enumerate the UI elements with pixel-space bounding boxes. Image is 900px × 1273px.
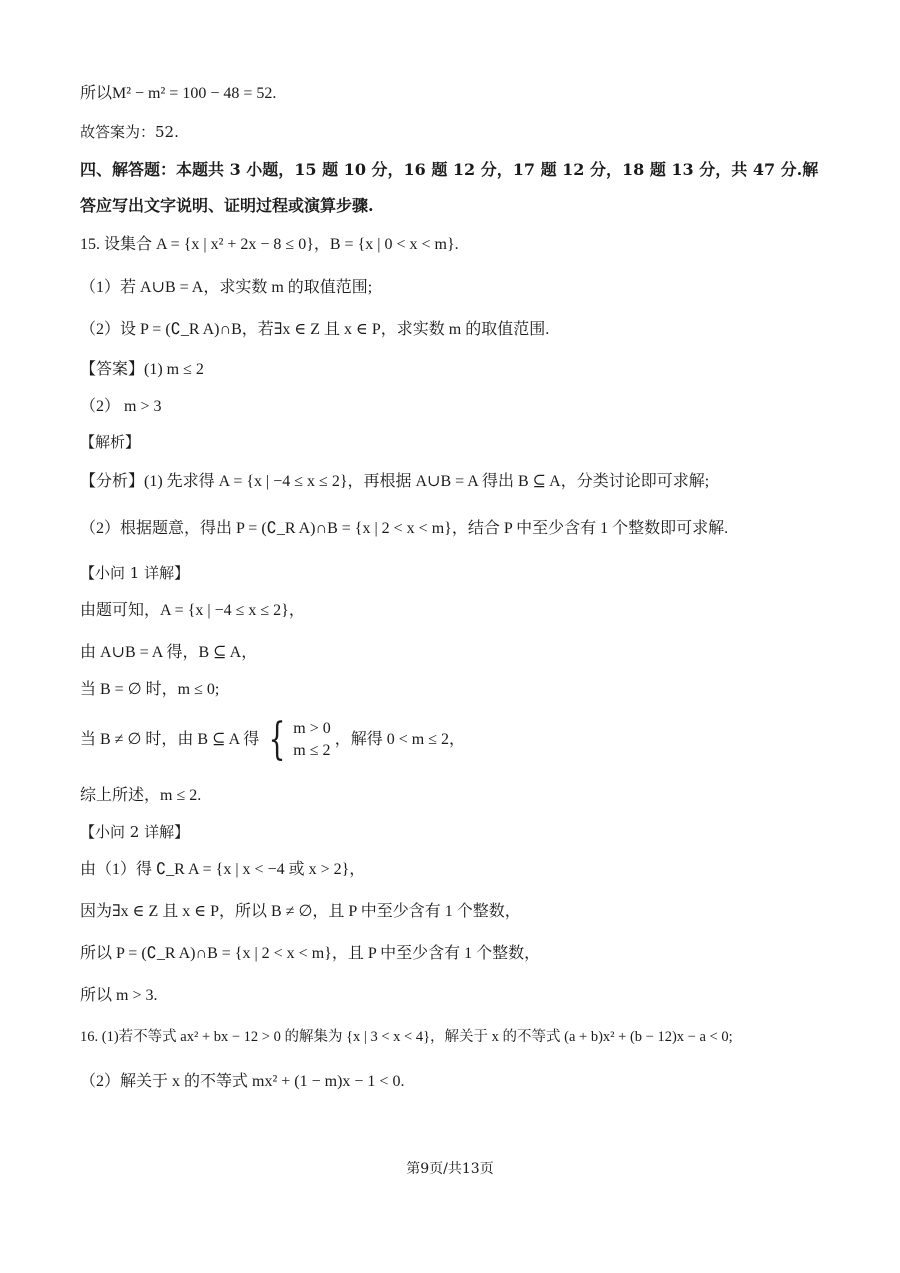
system-row: m > 0 <box>293 720 331 738</box>
solution-line: 因为∃x ∈ Z 且 x ∈ P，所以 B ≠ ∅，且 P 中至少含有 1 个整数， <box>80 903 521 920</box>
analysis-line: 【分析】(1) 先求得 A = {x | −4 ≤ x ≤ 2}，再根据 A∪B = A 得出 B ⊆ A，分类讨论即可求解; <box>80 473 710 490</box>
problem-16-part-2: （2）解关于 x 的不等式 mx² + (1 − m)x − 1 < 0. <box>80 1073 405 1090</box>
problem-16-statement: 16. (1)若不等式 ax² + bx − 12 > 0 的解集为 {x | 3 < x < 4}，解关于 x 的不等式 (a + b)x² + (b − 12)x − a < 0; <box>80 1029 733 1045</box>
text-line: 故答案为：52. <box>80 123 179 141</box>
system-row: m ≤ 2 <box>293 742 331 760</box>
answer-line: （2） m > 3 <box>80 398 162 415</box>
solution-line: 由 A∪B = A 得，B ⊆ A， <box>80 644 258 661</box>
problem-15-statement: 15. 设集合 A = {x | x² + 2x − 8 ≤ 0}，B = {x | 0 < x < m}. <box>80 236 459 253</box>
solution-line: 所以 m > 3. <box>80 987 158 1004</box>
page-footer: 第9页/共13页 <box>406 1161 494 1177</box>
section-heading: 四、解答题：本题共 3 小题，15 题 10 分，16 题 12 分，17 题 12 分，18 题 13 分，共 47 分.解 <box>80 160 819 179</box>
answer-line: 【答案】(1) m ≤ 2 <box>80 361 204 378</box>
solution-line: 当 B = ∅ 时，m ≤ 0; <box>80 681 220 698</box>
subquestion-heading: 【小问 2 详解】 <box>80 823 190 841</box>
solution-line: 所以 P = (∁_R A)∩B = {x | 2 < x < m}，且 P 中至少含有 1 个整数， <box>80 945 541 962</box>
section-heading: 答应写出文字说明、证明过程或演算步骤. <box>80 196 374 215</box>
system-suffix: ，解得 0 < m ≤ 2， <box>334 731 465 748</box>
solution-line: 由（1）得 ∁_R A = {x | x < −4 或 x > 2}， <box>80 861 366 878</box>
solution-line-system <box>80 714 840 766</box>
inequality-system <box>263 714 331 766</box>
system-prefix: 当 B ≠ ∅ 时，由 B ⊆ A 得 <box>80 731 260 748</box>
problem-15-part-2: （2）设 P = (∁_R A)∩B，若∃x ∈ Z 且 x ∈ P，求实数 m 的取值范围. <box>80 321 550 338</box>
analysis-line: （2）根据题意，得出 P = (∁_R A)∩B = {x | 2 < x < m}，结合 P 中至少含有 1 个整数即可求解. <box>80 520 729 537</box>
text-line: 所以M² − m² = 100 − 48 = 52. <box>80 85 277 102</box>
analysis-heading: 【解析】 <box>80 433 141 451</box>
subquestion-heading: 【小问 1 详解】 <box>80 564 190 582</box>
solution-line: 综上所述，m ≤ 2. <box>80 787 202 804</box>
solution-line: 由题可知，A = {x | −4 ≤ x ≤ 2}， <box>80 602 305 619</box>
brace-glyph: { <box>268 714 286 766</box>
problem-15-part-1: （1）若 A∪B = A，求实数 m 的取值范围; <box>80 279 373 296</box>
